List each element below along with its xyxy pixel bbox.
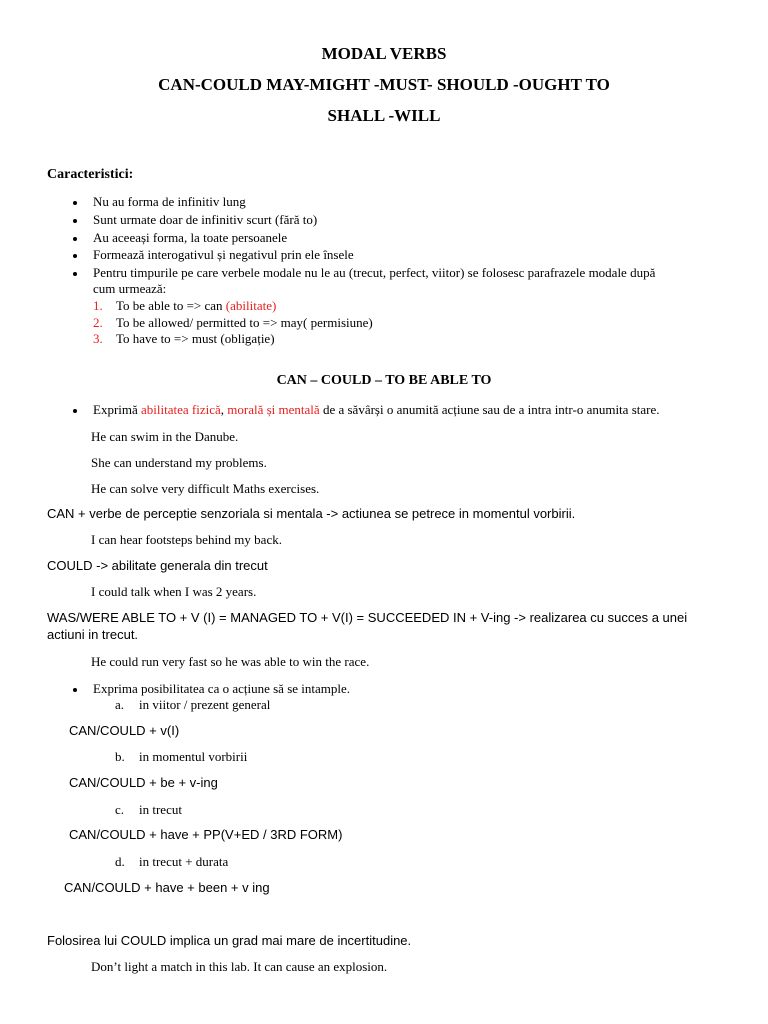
list-item-continuation: cum urmează: bbox=[93, 281, 167, 296]
numbered-item: To have to => must (obligație) bbox=[116, 331, 275, 346]
formula: CAN/COULD + have + been + v ing bbox=[64, 880, 270, 895]
page-title: MODAL VERBS bbox=[321, 44, 447, 63]
bullet-icon bbox=[73, 201, 77, 205]
rule-line: COULD -> abilitate generala din trecut bbox=[47, 558, 268, 573]
example-sentence: He can swim in the Danube. bbox=[91, 429, 239, 444]
list-number: 3. bbox=[93, 331, 103, 346]
list-item: Formează interogativul și negativul prin ele însele bbox=[93, 247, 354, 262]
list-number: 1. bbox=[93, 298, 103, 313]
sub-list-item: in viitor / prezent general bbox=[139, 697, 271, 712]
bullet-icon bbox=[73, 409, 77, 413]
sub-list-label: c. bbox=[115, 802, 125, 817]
bullet-icon bbox=[73, 254, 77, 258]
sub-list-item: in trecut + durata bbox=[139, 854, 229, 869]
rule-line: CAN + verbe de perceptie senzoriala si mentala -> actiunea se petrece in momentul vorbirii. bbox=[47, 506, 576, 521]
example-sentence: Don’t light a match in this lab. It can cause an explosion. bbox=[91, 959, 388, 974]
page-subtitle-2: SHALL -WILL bbox=[327, 106, 441, 125]
numbered-item: To be allowed/ permitted to => may( permisiune) bbox=[116, 315, 373, 330]
rule-line-continuation: actiuni in trecut. bbox=[47, 627, 139, 642]
sub-list-label: d. bbox=[115, 854, 125, 869]
list-item: Exprimă abilitatea fizică, morală și mentală de a săvârși o anumită acțiune sau de a intra intr-o anumita stare. bbox=[93, 402, 660, 417]
formula: CAN/COULD + be + v-ing bbox=[69, 775, 218, 790]
list-item: Exprima posibilitatea ca o acțiune să se intample. bbox=[93, 681, 351, 696]
rule-line: Folosirea lui COULD implica un grad mai mare de incertitudine. bbox=[47, 933, 412, 948]
example-sentence: She can understand my problems. bbox=[91, 455, 267, 470]
list-item: Nu au forma de infinitiv lung bbox=[93, 194, 246, 209]
sub-list-label: b. bbox=[115, 749, 125, 764]
numbered-item: To be able to => can (abilitate) bbox=[116, 298, 277, 313]
example-sentence: I can hear footsteps behind my back. bbox=[91, 532, 282, 547]
bullet-icon bbox=[73, 219, 77, 223]
list-item: Au aceeași forma, la toate persoanele bbox=[93, 230, 288, 245]
list-item: Sunt urmate doar de infinitiv scurt (fără to) bbox=[93, 212, 318, 227]
page-subtitle: CAN-COULD MAY-MIGHT -MUST- SHOULD -OUGHT TO bbox=[158, 75, 610, 94]
section-heading-caracteristici: Caracteristici: bbox=[47, 167, 134, 182]
formula: CAN/COULD + v(I) bbox=[69, 723, 180, 738]
bullet-icon bbox=[73, 237, 77, 241]
list-number: 2. bbox=[93, 315, 103, 330]
section-heading-can: CAN – COULD – TO BE ABLE TO bbox=[276, 373, 492, 388]
example-sentence: I could talk when I was 2 years. bbox=[91, 584, 257, 599]
formula: CAN/COULD + have + PP(V+ED / 3RD FORM) bbox=[69, 827, 343, 842]
sub-list-item: in trecut bbox=[139, 802, 182, 817]
list-item: Pentru timpurile pe care verbele modale nu le au (trecut, perfect, viitor) se folosesc parafrazele modale după bbox=[93, 265, 656, 280]
example-sentence: He can solve very difficult Maths exercises. bbox=[91, 481, 320, 496]
rule-line: WAS/WERE ABLE TO + V (I) = MANAGED TO + V(I) = SUCCEEDED IN + V-ing -> realizarea cu succes a unei bbox=[47, 610, 688, 625]
bullet-icon bbox=[73, 272, 77, 276]
sub-list-item: in momentul vorbirii bbox=[139, 749, 248, 764]
bullet-icon bbox=[73, 688, 77, 692]
sub-list-label: a. bbox=[115, 697, 125, 712]
example-sentence: He could run very fast so he was able to win the race. bbox=[91, 654, 370, 669]
